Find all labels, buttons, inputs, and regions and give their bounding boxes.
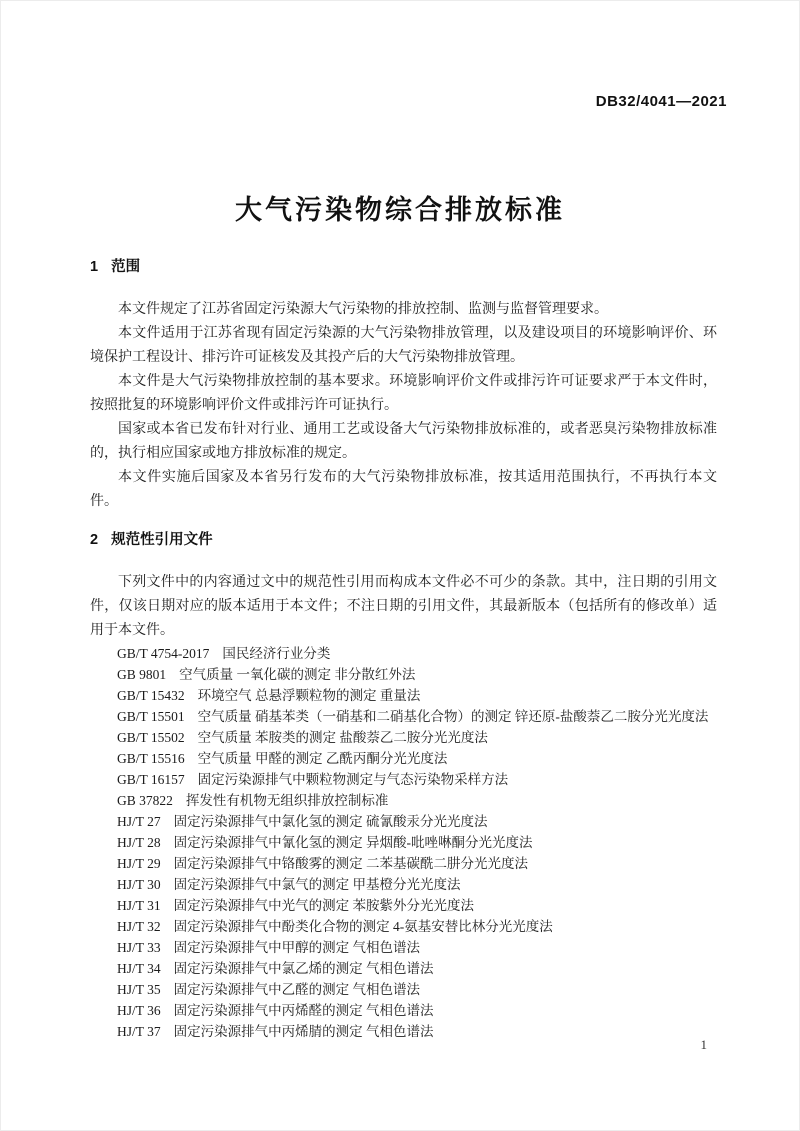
paragraph: 本文件规定了江苏省固定污染源大气污染物的排放控制、监测与监督管理要求。 bbox=[118, 302, 608, 317]
reference-item bbox=[90, 937, 717, 958]
reference-item bbox=[90, 916, 717, 937]
section-number: 1 bbox=[90, 259, 99, 275]
page-number: 1 bbox=[700, 1037, 707, 1052]
section-heading bbox=[90, 528, 717, 549]
reference-title: 固定污染源排气中酚类化合物的测定 4-氨基安替比林分光光度法 bbox=[173, 919, 553, 934]
reference-item bbox=[90, 1021, 717, 1042]
reference-title: 固定污染源排气中氯化氢的测定 硫氰酸汞分光光度法 bbox=[173, 814, 488, 829]
reference-title: 挥发性有机物无组织排放控制标准 bbox=[185, 793, 389, 808]
reference-code: HJ/T 35 bbox=[117, 982, 161, 997]
reference-item bbox=[90, 979, 717, 1000]
section-title: 规范性引用文件 bbox=[111, 532, 213, 548]
reference-code: GB 9801 bbox=[117, 667, 167, 682]
reference-code: GB/T 15516 bbox=[117, 751, 185, 766]
reference-title: 固定污染源排气中丙烯醛的测定 气相色谱法 bbox=[173, 1003, 434, 1018]
reference-item bbox=[90, 748, 717, 769]
reference-title: 固定污染源排气中颗粒物测定与气态污染物采样方法 bbox=[197, 772, 509, 787]
reference-item bbox=[90, 1000, 717, 1021]
document-title: 大气污染物综合排放标准 bbox=[235, 195, 565, 225]
reference-title: 固定污染源排气中铬酸雾的测定 二苯基碳酰二肼分光光度法 bbox=[173, 856, 529, 871]
reference-code: HJ/T 32 bbox=[117, 919, 161, 934]
reference-title: 国民经济行业分类 bbox=[222, 646, 331, 661]
reference-item bbox=[90, 895, 717, 916]
reference-list bbox=[90, 643, 717, 1042]
reference-code: HJ/T 34 bbox=[117, 961, 161, 976]
reference-item bbox=[90, 706, 717, 727]
reference-title: 环境空气 总悬浮颗粒物的测定 重量法 bbox=[197, 688, 421, 703]
document-body bbox=[90, 255, 717, 1042]
reference-item bbox=[90, 664, 717, 685]
section-normative-references bbox=[90, 528, 717, 1042]
reference-item bbox=[90, 832, 717, 853]
reference-code: GB/T 15501 bbox=[117, 709, 185, 724]
standard-number: DB32/4041—2021 bbox=[595, 93, 727, 110]
reference-item bbox=[90, 643, 717, 664]
reference-item bbox=[90, 790, 717, 811]
reference-code: HJ/T 29 bbox=[117, 856, 161, 871]
reference-code: GB/T 15432 bbox=[117, 688, 185, 703]
section-paragraphs bbox=[90, 298, 717, 514]
reference-code: HJ/T 28 bbox=[117, 835, 161, 850]
reference-code: HJ/T 31 bbox=[117, 898, 161, 913]
reference-item bbox=[90, 958, 717, 979]
reference-item bbox=[90, 811, 717, 832]
reference-item bbox=[90, 853, 717, 874]
reference-item bbox=[90, 769, 717, 790]
section-scope bbox=[90, 255, 717, 514]
paragraph: 下列文件中的内容通过文中的规范性引用而构成本文件必不可少的条款。其中，注日期的引用文件，仅该日期对应的版本适用于本文件；不注日期的引用文件，其最新版本（包括所有的修改单）适用于本文件。 bbox=[90, 575, 717, 638]
section-paragraphs bbox=[90, 571, 717, 643]
reference-code: HJ/T 30 bbox=[117, 877, 161, 892]
reference-code: HJ/T 33 bbox=[117, 940, 161, 955]
section-title: 范围 bbox=[111, 259, 141, 275]
reference-code: GB/T 16157 bbox=[117, 772, 185, 787]
reference-title: 固定污染源排气中丙烯腈的测定 气相色谱法 bbox=[173, 1024, 434, 1039]
reference-item bbox=[90, 874, 717, 895]
reference-title: 空气质量 一氧化碳的测定 非分散红外法 bbox=[179, 667, 416, 682]
reference-title: 固定污染源排气中氰化氢的测定 异烟酸-吡唑啉酮分光光度法 bbox=[173, 835, 533, 850]
reference-title: 空气质量 苯胺类的测定 盐酸萘乙二胺分光光度法 bbox=[197, 730, 488, 745]
reference-code: HJ/T 36 bbox=[117, 1003, 161, 1018]
reference-code: HJ/T 37 bbox=[117, 1024, 161, 1039]
reference-title: 空气质量 硝基苯类（一硝基和二硝基化合物）的测定 锌还原-盐酸萘乙二胺分光光度法 bbox=[197, 709, 709, 724]
reference-title: 固定污染源排气中乙醛的测定 气相色谱法 bbox=[173, 982, 421, 997]
reference-title: 空气质量 甲醛的测定 乙酰丙酮分光光度法 bbox=[197, 751, 448, 766]
reference-code: GB/T 15502 bbox=[117, 730, 185, 745]
reference-title: 固定污染源排气中甲醇的测定 气相色谱法 bbox=[173, 940, 421, 955]
reference-title: 固定污染源排气中氯气的测定 甲基橙分光光度法 bbox=[173, 877, 461, 892]
paragraph: 国家或本省已发布针对行业、通用工艺或设备大气污染物排放标准的，或者恶臭污染物排放标准的，执行相应国家或地方排放标准的规定。 bbox=[90, 422, 717, 461]
reference-title: 固定污染源排气中光气的测定 苯胺紫外分光光度法 bbox=[173, 898, 475, 913]
paragraph: 本文件实施后国家及本省另行发布的大气污染物排放标准，按其适用范围执行，不再执行本文件。 bbox=[90, 470, 717, 509]
reference-item bbox=[90, 685, 717, 706]
paragraph: 本文件适用于江苏省现有固定污染源的大气污染物排放管理，以及建设项目的环境影响评价、环境保护工程设计、排污许可证核发及其投产后的大气污染物排放管理。 bbox=[90, 326, 717, 365]
reference-code: GB/T 4754-2017 bbox=[117, 646, 210, 661]
section-number: 2 bbox=[90, 532, 99, 548]
reference-title: 固定污染源排气中氯乙烯的测定 气相色谱法 bbox=[173, 961, 434, 976]
section-heading bbox=[90, 255, 717, 276]
reference-code: GB 37822 bbox=[117, 793, 173, 808]
paragraph: 本文件是大气污染物排放控制的基本要求。环境影响评价文件或排污许可证要求严于本文件时，按照批复的环境影响评价文件或排污许可证执行。 bbox=[90, 374, 717, 413]
reference-item bbox=[90, 727, 717, 748]
reference-code: HJ/T 27 bbox=[117, 814, 161, 829]
